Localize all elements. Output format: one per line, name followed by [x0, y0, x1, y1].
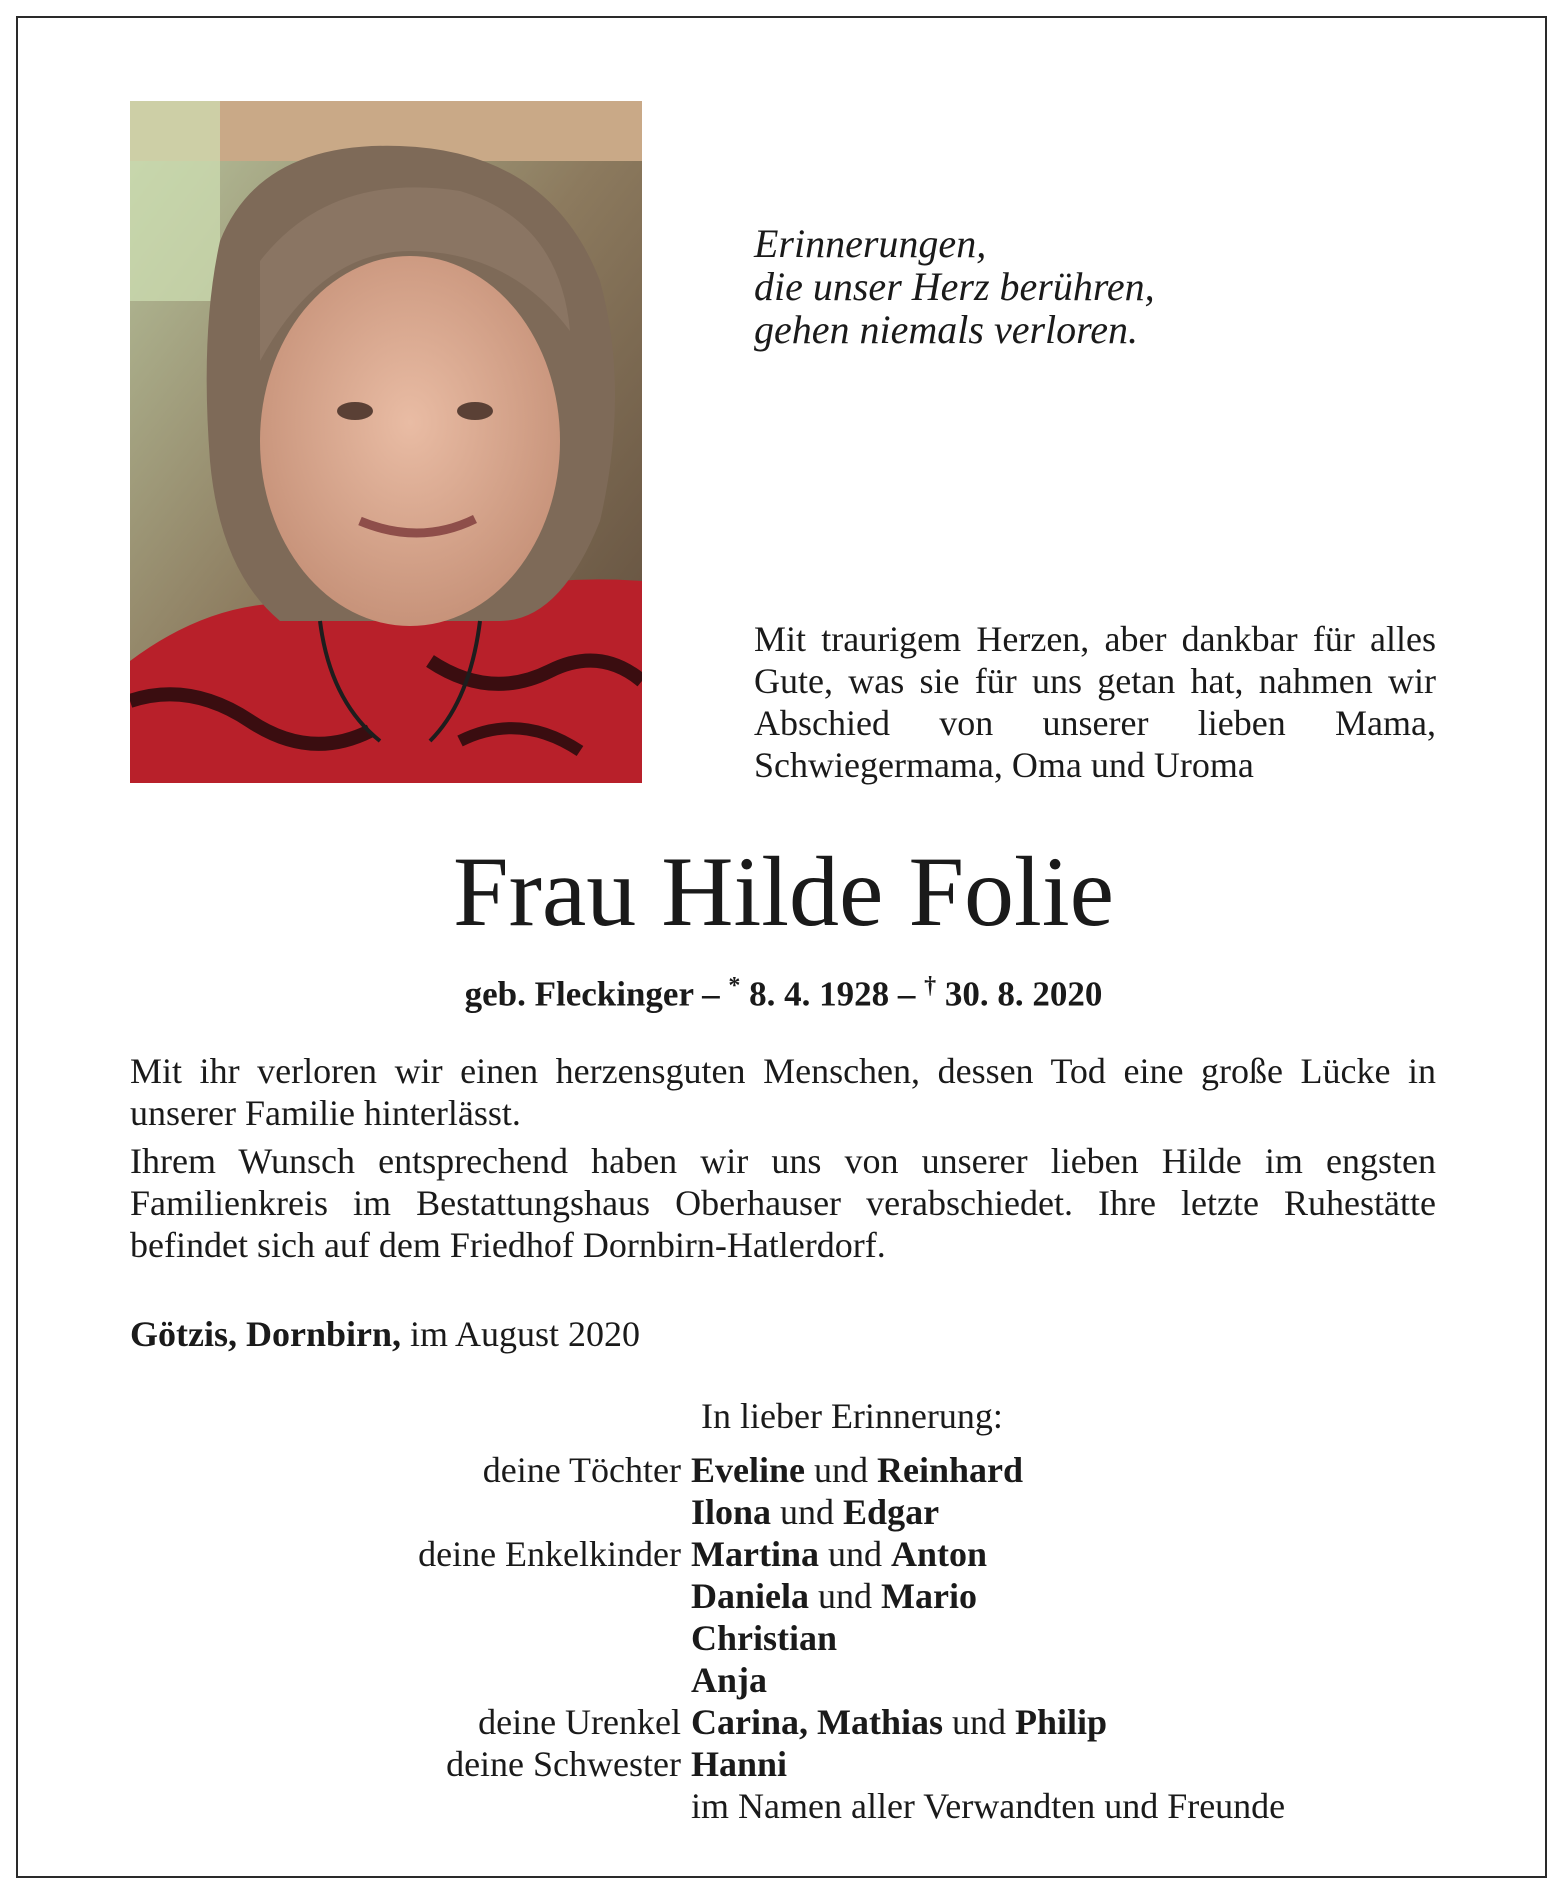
connector-text: und	[771, 1492, 844, 1532]
memorial-quote	[754, 222, 1155, 351]
month-year: im August 2020	[401, 1314, 641, 1354]
maiden-name: geb. Fleckinger –	[464, 974, 729, 1014]
survivor-name: Reinhard	[877, 1450, 1024, 1490]
survivor-names	[691, 1785, 1460, 1827]
survivor-row	[130, 1785, 1460, 1827]
body-paragraph: Mit ihr verloren wir einen herzensguten Menschen, dessen Tod eine große Lücke in unserer Familie hinterlässt.	[130, 1051, 1436, 1133]
survivor-row	[130, 1701, 1460, 1743]
death-symbol: †	[924, 973, 937, 999]
death-date: 30. 8. 2020	[936, 974, 1103, 1014]
relation-label	[130, 1491, 691, 1533]
survivor-name: Mario	[881, 1576, 977, 1616]
deceased-name: Frau Hilde Folie	[452, 836, 1115, 947]
quote-line-1: Erinnerungen,	[754, 221, 987, 266]
survivor-row	[130, 1533, 1460, 1575]
survivor-name: Eveline	[691, 1450, 805, 1490]
survivor-name: Martina	[691, 1534, 819, 1574]
survivor-row	[130, 1617, 1460, 1659]
survivor-row	[130, 1659, 1460, 1701]
connector-text: und	[818, 1534, 891, 1574]
survivor-name: Anja	[691, 1660, 768, 1700]
survivor-name: Daniela	[691, 1576, 810, 1616]
survivor-row	[130, 1575, 1460, 1617]
place-date-line	[130, 1313, 640, 1355]
relation-label	[130, 1659, 691, 1701]
survivor-row	[130, 1743, 1460, 1785]
obituary-body	[130, 1050, 1436, 1272]
relation-label: deine Töchter	[482, 1450, 681, 1490]
memory-heading: In lieber Erinnerung:	[701, 1396, 1003, 1436]
connector-text: und	[805, 1450, 877, 1490]
birth-death-dates	[0, 962, 1567, 1019]
place-names: Götzis, Dornbirn,	[130, 1314, 402, 1354]
survivor-row	[130, 1491, 1460, 1533]
survivors-list	[130, 1449, 1460, 1827]
survivor-row	[130, 1449, 1460, 1491]
relation-label	[130, 1575, 691, 1617]
survivor-name: Christian	[691, 1618, 838, 1658]
survivor-name: Anton	[890, 1534, 987, 1574]
survivor-name: Edgar	[843, 1492, 940, 1532]
survivor-names	[691, 1449, 1460, 1491]
survivor-names	[691, 1575, 1460, 1617]
intro-text: Mit traurigem Herzen, aber dankbar für alles Gute, was sie für uns getan hat, nahmen wir Abschied von unserer lieben Mama, Schwiegermama, Oma und Uroma	[754, 619, 1436, 785]
survivor-names	[691, 1701, 1460, 1743]
quote-line-2: die unser Herz berühren,	[754, 264, 1155, 309]
survivor-name: Carina, Mathias	[691, 1702, 943, 1742]
relation-label: deine Urenkel	[478, 1702, 681, 1742]
survivor-name: Philip	[1015, 1702, 1108, 1742]
relation-label: deine Enkelkinder	[418, 1534, 681, 1574]
survivor-names	[691, 1491, 1460, 1533]
relation-label	[130, 1785, 691, 1827]
survivor-names	[691, 1659, 1460, 1701]
quote-line-3: gehen niemals verloren.	[754, 307, 1138, 352]
connector-text: und	[809, 1576, 882, 1616]
relation-label	[130, 1617, 691, 1659]
survivor-name: Ilona	[691, 1492, 772, 1532]
relation-label: deine Schwester	[446, 1744, 681, 1784]
survivor-names	[691, 1743, 1460, 1785]
portrait-photo	[130, 101, 642, 783]
survivor-name: Hanni	[691, 1744, 788, 1784]
survivor-names	[691, 1617, 1460, 1659]
survivor-names	[691, 1533, 1460, 1575]
body-paragraph: Ihrem Wunsch entsprechend haben wir uns von unserer lieben Hilde im engsten Familienkreis im Bestattungshaus Oberhauser verabschiedet. Ihre letzte Ruhestätte befindet sich auf dem Friedhof Dornbirn-Hatlerdorf.	[130, 1141, 1436, 1265]
connector-text: im Namen aller Verwandten und Freunde	[691, 1786, 1286, 1826]
birth-date: 8. 4. 1928 –	[740, 974, 925, 1014]
connector-text: und	[943, 1702, 1015, 1742]
birth-symbol: *	[728, 973, 741, 999]
